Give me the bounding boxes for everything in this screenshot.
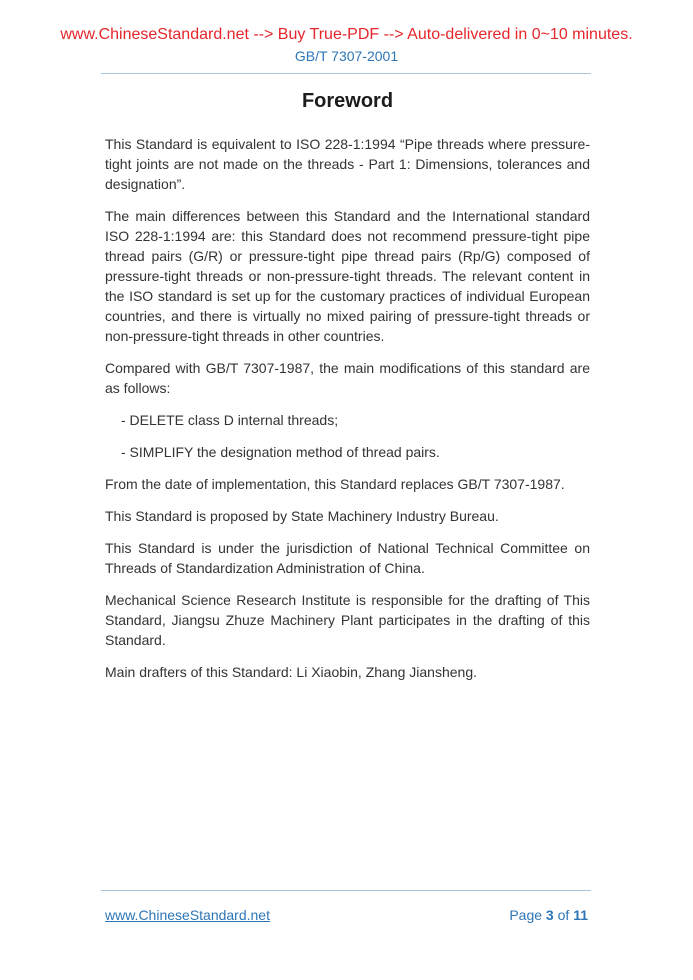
list-item-delete: - DELETE class D internal threads; [121, 412, 339, 428]
standard-code: GB/T 7307-2001 [294, 48, 399, 64]
paragraph-jurisdiction: This Standard is under the jurisdiction of National Technical Committee on Threads of Standardization Administration of China. [105, 540, 590, 576]
promo-banner: www.ChineseStandard.net --> Buy True-PDF --> Auto-delivered in 0~10 minutes. [60, 26, 633, 43]
paragraph-equivalence: This Standard is equivalent to ISO 228-1:1994 “Pipe threads where pressure-tight joints are not made on the threads - Part 1: Dimensions, tolerances and designation”. [105, 136, 590, 192]
page-number: 3 [545, 907, 554, 923]
page-title: Foreword [301, 90, 394, 112]
page-label: Page [509, 907, 543, 923]
website-link[interactable]: www.ChineseStandard.net [105, 907, 270, 923]
of-label: of [557, 907, 570, 923]
document-body [0, 74, 693, 890]
paragraph-differences: The main differences between this Standard and the International standard ISO 228-1:1994 are: this Standard does not recommend pressure-tight pipe thread pairs (G/R) or pressure-tight pipe thread pairs (Rp/G) composed of pressure-tight threads or non-pressure-tight threads. The relevant content in the ISO standard is set up for the customary practices of individual European countries, and there is virtually no mixed pairing of pressure-tight threads or non-pressure-tight threads in other countries. [105, 208, 590, 344]
paragraph-drafting-orgs: Mechanical Science Research Institute is responsible for the drafting of This Standard, Jiangsu Zhuze Machinery Plant participates in the drafting of this Standard. [105, 592, 590, 648]
paragraph-main-drafters: Main drafters of this Standard: Li Xiaobin, Zhang Jiansheng. [105, 664, 477, 680]
page-indicator [509, 905, 588, 925]
total-pages: 11 [573, 907, 588, 923]
paragraph-replacement: From the date of implementation, this Standard replaces GB/T 7307-1987. [105, 476, 565, 492]
paragraph-modifications-intro: Compared with GB/T 7307-1987, the main modifications of this standard are as follows: [105, 360, 590, 396]
page-header [0, 0, 693, 74]
page-footer [101, 890, 591, 925]
paragraph-proposed-by: This Standard is proposed by State Machinery Industry Bureau. [105, 508, 499, 524]
list-item-simplify: - SIMPLIFY the designation method of thread pairs. [121, 444, 440, 460]
